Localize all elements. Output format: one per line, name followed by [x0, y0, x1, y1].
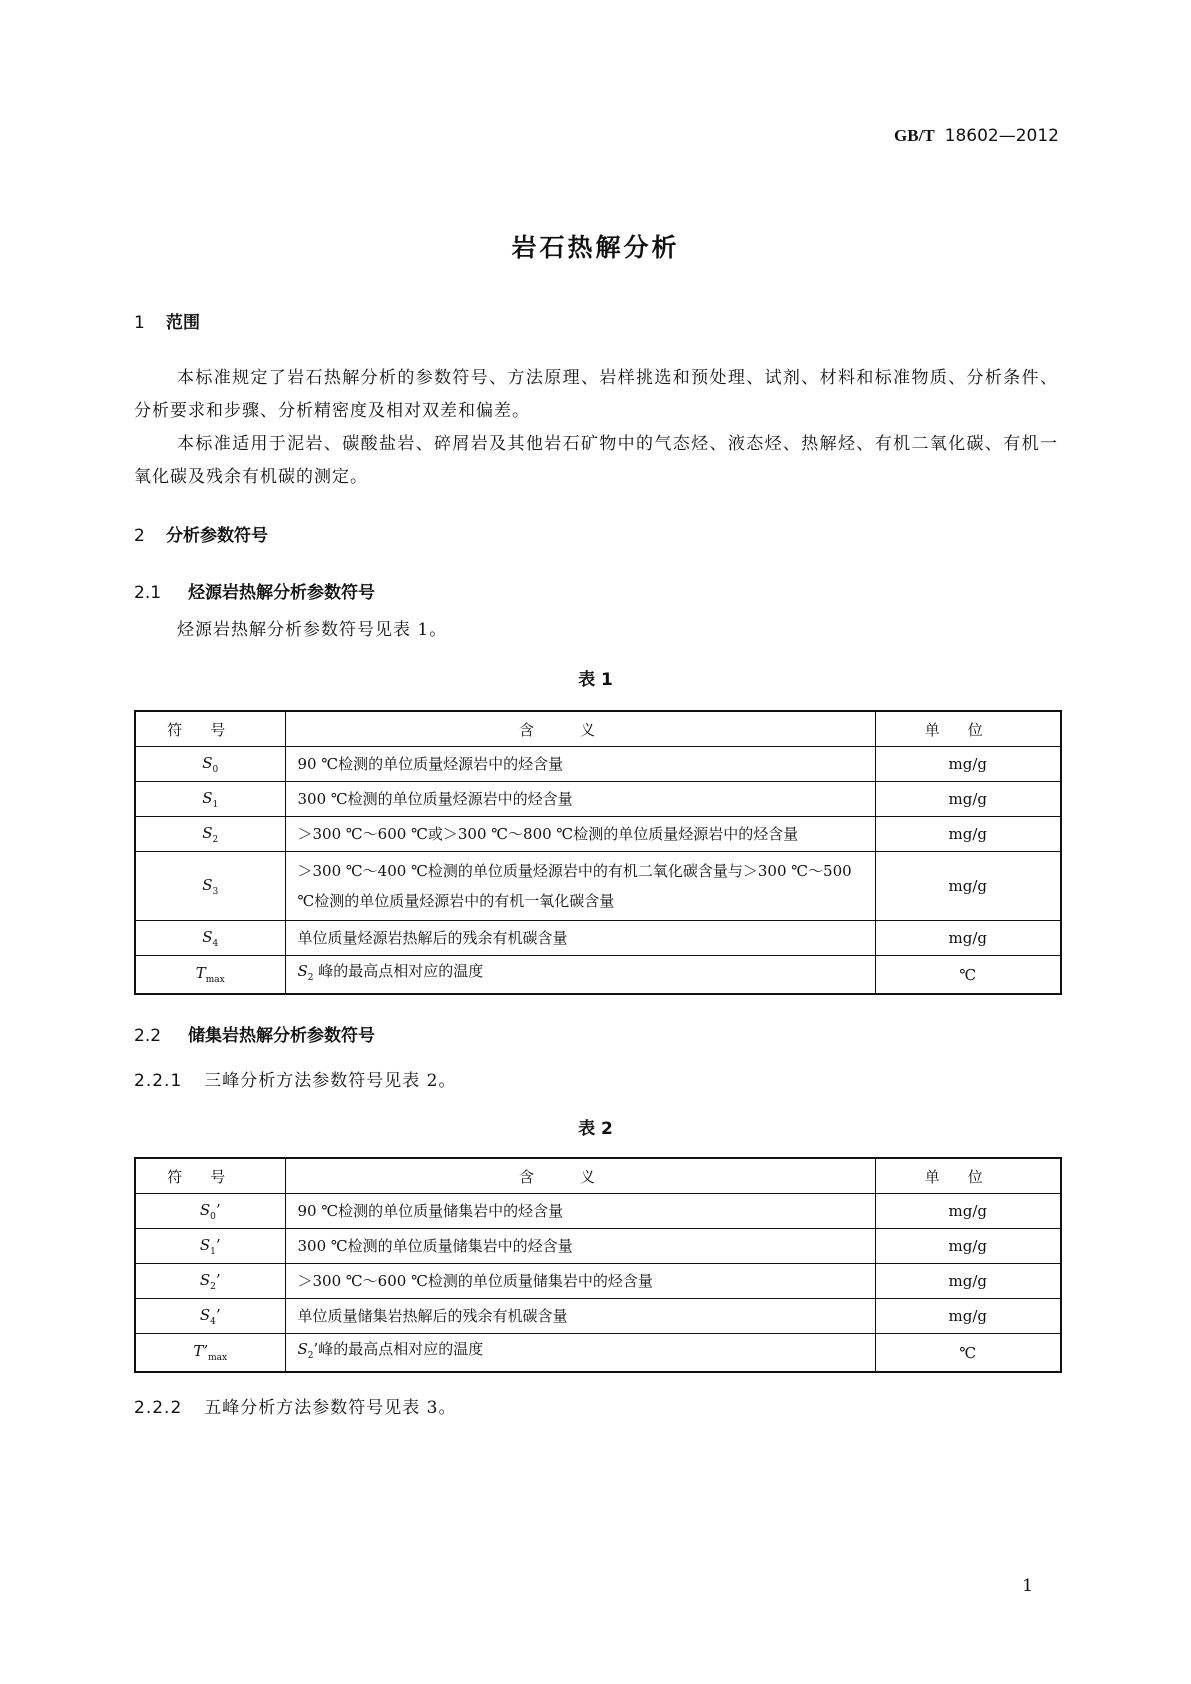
meaning-cell: ＞300 ℃～600 ℃或＞300 ℃～800 ℃检测的单位质量烃源岩中的烃含量: [285, 817, 875, 852]
symbol-cell: $T_{max}$: [135, 956, 285, 995]
document-title: 岩石热解分析: [511, 233, 680, 262]
symbol-cell: $S_4$: [135, 921, 285, 956]
symbol-cell: $S_0$: [135, 747, 285, 782]
meaning-cell: 90 ℃检测的单位质量烃源岩中的烃含量: [285, 747, 875, 782]
table-header-row: [135, 1158, 1061, 1194]
table-row: [135, 852, 1061, 921]
meaning-cell: ＞300 ℃～400 ℃检测的单位质量烃源岩中的有机二氧化碳含量与＞300 ℃～500 ℃检测的单位质量烃源岩中的有机一氧化碳含量: [285, 852, 875, 921]
section-2-1-heading: [134, 578, 375, 603]
meaning-cell: 单位质量储集岩热解后的残余有机碳含量: [285, 1299, 875, 1334]
section-number: 2.2: [134, 1026, 162, 1046]
symbol-cell: $T’_{max}$: [135, 1334, 285, 1373]
symbol-cell: $S_4$’: [135, 1299, 285, 1334]
page-number: 1: [1022, 1576, 1033, 1596]
table2-caption: 表 2: [578, 1119, 613, 1139]
unit-cell: ℃: [875, 956, 1061, 995]
table1-reference: 烃源岩热解分析参数符号见表 1。: [177, 620, 448, 640]
meaning-cell: $S_2$’峰的最高点相对应的温度: [285, 1334, 875, 1373]
table2: [134, 1157, 1062, 1373]
table-header-row: [135, 711, 1061, 747]
header-symbol: 符号: [135, 711, 285, 747]
unit-cell: mg/g: [875, 747, 1061, 782]
table-row: [135, 1264, 1061, 1299]
table1: [134, 710, 1062, 995]
unit-cell: mg/g: [875, 782, 1061, 817]
meaning-cell: ＞300 ℃～600 ℃检测的单位质量储集岩中的烃含量: [285, 1264, 875, 1299]
symbol-cell: $S_1$: [135, 782, 285, 817]
scope-paragraph-2: 本标准适用于泥岩、碳酸盐岩、碎屑岩及其他岩石矿物中的气态烃、液态烃、热解烃、有机二氧化碳、有机一氧化碳及残余有机碳的测定。: [134, 434, 1058, 487]
table-row: [135, 782, 1061, 817]
table-row: [135, 1334, 1061, 1373]
section-number: 2: [134, 526, 145, 546]
section-title: 分析参数符号: [166, 526, 268, 546]
meaning-cell: $S_2$ 峰的最高点相对应的温度: [285, 956, 875, 995]
table-row: [135, 921, 1061, 956]
clause-text: 五峰分析方法参数符号见表 3。: [204, 1398, 457, 1418]
clause-2-2-1: [134, 1066, 457, 1091]
standard-prefix: GB/T: [894, 126, 935, 145]
unit-cell: mg/g: [875, 921, 1061, 956]
table-row: [135, 956, 1061, 995]
table-row: [135, 817, 1061, 852]
section-1-heading: [134, 308, 200, 333]
meaning-cell: 90 ℃检测的单位质量储集岩中的烃含量: [285, 1194, 875, 1229]
table1-caption: 表 1: [578, 670, 613, 690]
clause-text: 三峰分析方法参数符号见表 2。: [204, 1071, 457, 1091]
symbol-cell: $S_2$’: [135, 1264, 285, 1299]
scope-paragraph-1: 本标准规定了岩石热解分析的参数符号、方法原理、岩样挑选和预处理、试剂、材料和标准物质、分析条件、分析要求和步骤、分析精密度及相对双差和偏差。: [134, 368, 1058, 421]
clause-2-2-2: [134, 1393, 457, 1418]
section-title: 范围: [166, 313, 200, 333]
section-title: 烃源岩热解分析参数符号: [188, 583, 375, 603]
section-number: 1: [134, 313, 145, 333]
table-row: [135, 1229, 1061, 1264]
unit-cell: mg/g: [875, 1229, 1061, 1264]
header-meaning: 含义: [285, 711, 875, 747]
meaning-cell: 单位质量烃源岩热解后的残余有机碳含量: [285, 921, 875, 956]
section-title: 储集岩热解分析参数符号: [188, 1026, 375, 1046]
header-unit: 单位: [875, 711, 1061, 747]
unit-cell: mg/g: [875, 1264, 1061, 1299]
meaning-cell: 300 ℃检测的单位质量烃源岩中的烃含量: [285, 782, 875, 817]
clause-number: 2.2.1: [134, 1071, 183, 1091]
section-2-heading: [134, 521, 268, 546]
unit-cell: ℃: [875, 1334, 1061, 1373]
symbol-cell: $S_1$’: [135, 1229, 285, 1264]
unit-cell: mg/g: [875, 1299, 1061, 1334]
symbol-cell: $S_3$: [135, 852, 285, 921]
meaning-cell: 300 ℃检测的单位质量储集岩中的烃含量: [285, 1229, 875, 1264]
header-meaning: 含义: [285, 1158, 875, 1194]
header-unit: 单位: [875, 1158, 1061, 1194]
standard-code: [894, 126, 1059, 146]
unit-cell: mg/g: [875, 852, 1061, 921]
header-symbol: 符号: [135, 1158, 285, 1194]
table-row: [135, 1299, 1061, 1334]
unit-cell: mg/g: [875, 817, 1061, 852]
table-row: [135, 1194, 1061, 1229]
symbol-cell: $S_0$’: [135, 1194, 285, 1229]
section-number: 2.1: [134, 583, 162, 603]
unit-cell: mg/g: [875, 1194, 1061, 1229]
section-2-2-heading: [134, 1021, 375, 1046]
clause-number: 2.2.2: [134, 1398, 183, 1418]
symbol-cell: $S_2$: [135, 817, 285, 852]
table-row: [135, 747, 1061, 782]
standard-number: 18602—2012: [944, 126, 1059, 146]
